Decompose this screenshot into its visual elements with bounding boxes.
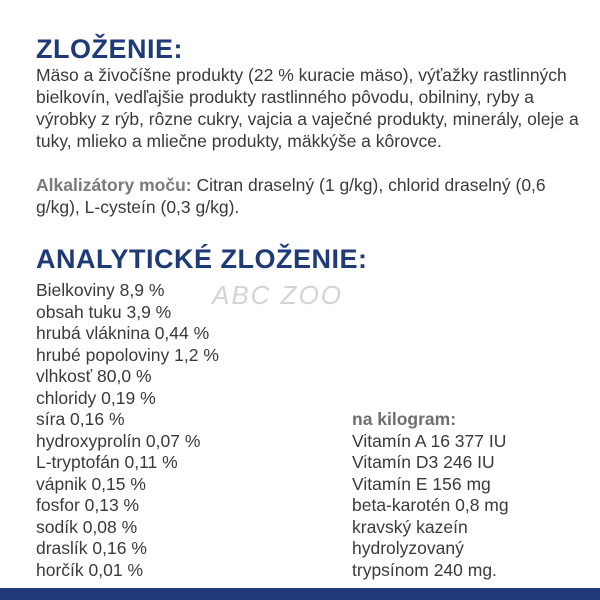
analytical-item: horčík 0,01 %: [36, 559, 143, 580]
analytical-item: vápnik 0,15 %: [36, 473, 146, 494]
per-kg-list: [352, 409, 592, 581]
watermark: ABC ZOO: [212, 280, 344, 310]
analytical-item: sodík 0,08 %: [36, 516, 138, 537]
per-kg-item: Vitamín D3 246 IU: [352, 452, 495, 472]
per-kg-item: beta-karotén 0,8 mg: [352, 495, 509, 515]
analytical-list: [36, 280, 336, 581]
analytical-item: hrubé popoloviny 1,2 %: [36, 344, 219, 365]
analytical-item: L-tryptofán 0,11 %: [36, 452, 178, 472]
analytical-item: Bielkoviny 8,9 %: [36, 280, 165, 300]
analytical-item: hrubá vláknina 0,44 %: [36, 323, 210, 343]
analytical-item: vlhkosť 80,0 %: [36, 366, 152, 386]
composition-heading: ZLOŽENIE:: [36, 34, 183, 64]
per-kg-item: kravský kazeín: [352, 516, 468, 537]
analytical-item: hydroxyprolín 0,07 %: [36, 430, 201, 451]
per-kg-item: hydrolyzovaný: [352, 538, 464, 558]
per-kg-item: trypsínom 240 mg.: [352, 559, 497, 580]
analytical-heading: ANALYTICKÉ ZLOŽENIE:: [36, 244, 368, 274]
analytical-item: chloridy 0,19 %: [36, 387, 156, 408]
per-kg-item: Vitamín A 16 377 IU: [352, 430, 507, 451]
analytical-item: fosfor 0,13 %: [36, 495, 140, 515]
bottom-bar: [0, 588, 600, 600]
additives-label: Alkalizátory moču:: [36, 175, 192, 195]
per-kg-item: Vitamín E 156 mg: [352, 473, 491, 494]
analytical-item: obsah tuku 3,9 %: [36, 301, 172, 322]
analytical-item: draslík 0,16 %: [36, 538, 147, 558]
additives-text: Citran draselný (1 g/kg), chlorid draselný (0,6 g/kg), L-cysteín (0,3 g/kg).: [36, 175, 546, 217]
per-kg-label: na kilogram:: [352, 409, 457, 429]
composition-text: Mäso a živočíšne produkty (22 % kuracie mäso), výťažky rastlinných bielkovín, vedľajšie produkty rastlinného pôvodu, obilniny, ryby a výrobky z rýb, rôzne cukry, vajcia a vaječné produkty, minerály, oleje a tuky, mlieko a mliečne produkty, mäkkýše a kôrovce.: [36, 65, 579, 151]
analytical-item: síra 0,16 %: [36, 409, 125, 429]
additives-paragraph: [36, 174, 584, 218]
